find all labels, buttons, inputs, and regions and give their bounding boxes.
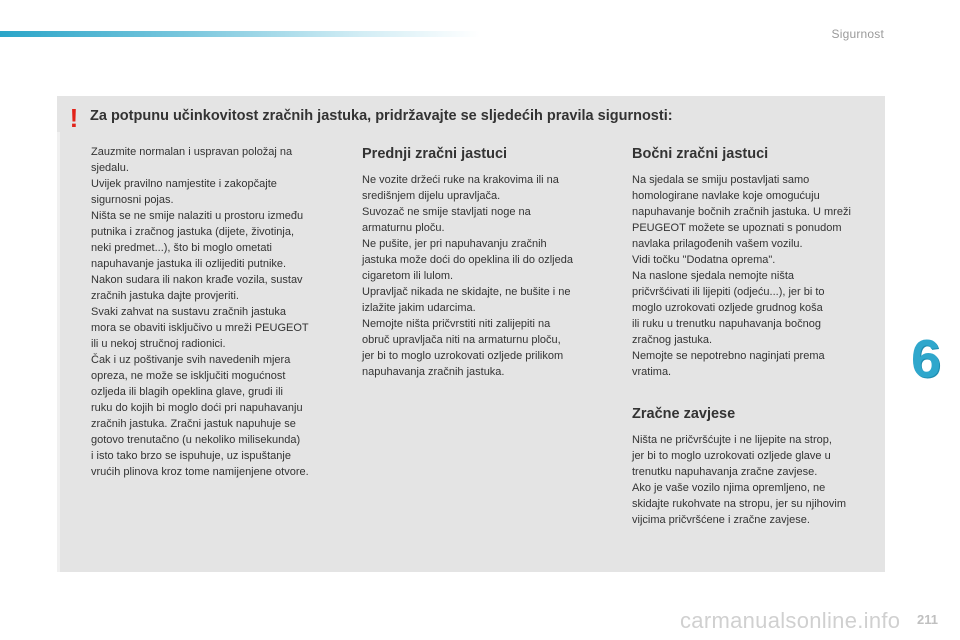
general-rules-text: Zauzmite normalan i uspravan položaj na sjedalu. Uvijek pravilno namjestite i zakopčajte sigurnosni pojas. Ništa se ne smije nalaziti u prostoru između putnika i zračnog jastuka (dijete, životinja, neki predmet...), što bi moglo ometati napuhavanje jastuka ili ozlijediti putnike. Nakon sudara ili nakon krađe vozila, sustav zračnih jastuka dajte provjeriti. Svaki zahvat na sustavu zračnih jastuka mora se obaviti isključivo u mreži PEUGEOT ili u nekoj stručnoj radionici. Čak i uz poštivanje svih navedenih mjera opreza, ne može se isključiti mogućnost ozljeda ili blagih opeklina glave, grudi ili ruku do kojih bi moglo doći pri napuhavanju zračnih jastuka. Zračni jastuk napuhuje se gotovo trenutačno (u nekoliko milisekunda) i isto tako brzo se ispuhuje, uz ispuštanje vrućih plinova kroz tome namijenjene otvore.	[91, 146, 309, 478]
front-airbags-column	[362, 144, 617, 380]
side-airbags-text: Na sjedala se smiju postavljati samo homologirane navlake koje omogućuju napuhavanje bočnih zračnih jastuka. U mreži PEUGEOT možete se upoznati s ponudom navlaka prilagođenih vašem vozilu. Vidi točku "Dodatna oprema". Na naslone sjedala nemojte ništa pričvršćivati ili lijepiti (odjeću...), jer bi to moglo uzrokovati ozljede grudnog koša ili ruku u trenutku napuhavanja bočnog zračnog jastuka. Nemojte se nepotrebno naginjati prema vratima.	[632, 174, 851, 378]
side-airbags-heading: Bočni zračni jastuci	[632, 146, 769, 162]
curtain-airbags-column	[632, 404, 884, 528]
page-number: 211	[917, 612, 938, 627]
curtain-airbags-heading: Zračne zavjese	[632, 406, 736, 422]
warning-sidebar	[57, 132, 60, 572]
curtain-airbags-text: Ništa ne pričvršćujte i ne lijepite na strop, jer bi to moglo uzrokovati ozljede glave u trenutku napuhavanja zračne zavjese. Ako je vaše vozilo njima opremljeno, ne skidajte rukohvate na stropu, jer su njihovim vijcima pričvršćene i zračne zavjese.	[632, 434, 846, 526]
chapter-number: 6	[910, 329, 942, 389]
section-label: Sigurnost	[831, 27, 884, 41]
general-rules-column	[91, 144, 341, 480]
front-airbags-heading: Prednji zračni jastuci	[362, 146, 508, 162]
exclamation-icon: !	[69, 103, 79, 133]
side-airbags-column	[632, 144, 884, 380]
safety-rules-panel	[57, 96, 885, 572]
watermark: carmanualsonline.info	[680, 608, 901, 633]
front-airbags-text: Ne vozite držeći ruke na krakovima ili na središnjem dijelu upravljača. Suvozač ne smije stavljati noge na armaturnu ploču. Ne pušite, jer pri napuhavanju zračnih jastuka može doći do opeklina ili do ozljeda cigaretom ili lulom. Upravljač nikada ne skidajte, ne bušite i ne izlažite jakim udarcima. Nemojte ništa pričvrstiti niti zalijepiti na obruč upravljača niti na armaturnu ploču, jer bi to moglo uzrokovati ozljede prilikom napuhavanja zračnih jastuka.	[362, 174, 573, 378]
panel-title: Za potpunu učinkovitost zračnih jastuka, pridržavajte se sljedećih pravila sigurnosti:	[90, 108, 673, 124]
header-accent-bar	[0, 31, 480, 37]
